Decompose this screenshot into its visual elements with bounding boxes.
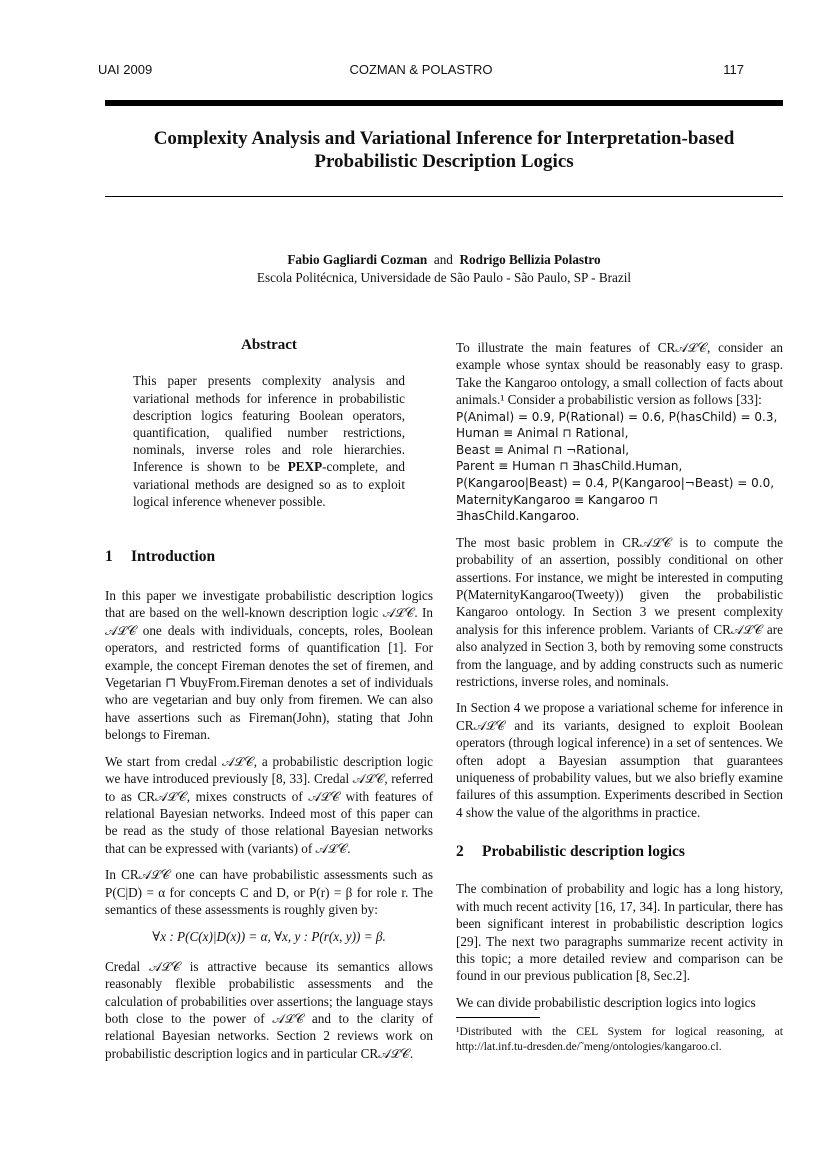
author-name: Fabio Gagliardi Cozman	[287, 252, 428, 267]
equation: ∀x : P(C(x)|D(x)) = α, ∀x, y : P(r(x, y)) = β.	[152, 929, 386, 945]
abstract-text: This paper presents complexity analysis and variational methods for inference in probabilistic description logics featuring Boolean operators, quantification, qualified number restrictions, nominals, inverse roles and role hierarchies. Inference is shown to be PEXP-complete, and variational methods are designed so as to exploit logical inference whenever possible.	[133, 373, 405, 509]
paragraph: We can divide probabilistic description logics into logics	[456, 994, 756, 1010]
paragraph: In this paper we investigate probabilistic description logics that are based on the well-known description logic 𝒜ℒ𝒞. In 𝒜ℒ𝒞 one deals with individuals, concepts, roles, Boolean operators, and restricted forms of quantification [1]. For example, the concept Fireman denotes the set of firemen, and Vegetarian ⊓ ∀buyFrom.Fireman denotes a set of individuals who are vegetarian and buy only from firemen. We can also have assertions such as Fireman(John), stating that John belongs to Fireman.	[105, 588, 433, 743]
paragraph: In CR𝒜ℒ𝒞 one can have probabilistic assessments such as P(C|D) = α for concepts C and D, or P(r) = β for role r. The semantics of these assessments is roughly given by:	[105, 867, 433, 917]
header-page-number: 117	[723, 62, 744, 77]
header-venue: UAI 2009	[98, 62, 153, 77]
title-bottom-rule	[105, 196, 783, 197]
paragraph: Credal 𝒜ℒ𝒞 is attractive because its semantics allows reasonably flexible probabilistic assessments and the calculation of probabilities over assertions; the language stays both close to the power of 𝒜ℒ𝒞 and to the clarity of relational Bayesian networks. Section 2 reviews work on probabilistic description logics and in particular CR𝒜ℒ𝒞.	[105, 958, 433, 1061]
section-heading: 2 Probabilistic description logics	[456, 843, 685, 861]
kb-line: Beast ≡ Animal ⊓ ¬Rational,	[456, 442, 630, 457]
kb-line: P(Kangaroo|Beast) = 0.4, P(Kangaroo|¬Beast) = 0.0,	[456, 476, 775, 490]
author-conjunction: and	[433, 252, 453, 267]
paragraph: The combination of probability and logic has a long history, with much recent activity [16, 17, 34]. In particular, there has been significant interest in probabilistic description logics [29]. The next two paragraphs summarize recent activity in this topic; a more detailed review and comparison can be found in our previous publication [8, Sec.2].	[456, 881, 783, 984]
footnote: ¹Distributed with the CEL System for logical reasoning, at http://lat.inf.tu-dresden.de/˜meng/ontologies/kangaroo.cl.	[456, 1025, 783, 1054]
paragraph: In Section 4 we propose a variational scheme for inference in CR𝒜ℒ𝒞 and its variants, designed to exploit Boolean operators (through logical inference) in a set of sentences. We often adopt a Bayesian assumption that guarantees uniqueness of probability values, but we also briefly examine failures of this assumption. Experiments described in Section 4 show the value of the algorithms in practice.	[456, 700, 783, 820]
knowledge-base	[456, 409, 783, 525]
section-heading: 1 Introduction	[105, 548, 216, 566]
paragraph: The most basic problem in CR𝒜ℒ𝒞 is to compute the probability of an assertion, possibly conditional on other assertions. For instance, we might be interested in computing P(MaternityKangaroo(Tweety)) given the probabilistic Kangaroo ontology. In Section 3 we present complexity analysis for this inference problem. Variants of CR𝒜ℒ𝒞 are also analyzed in Section 3, both by removing some constructs from the language, and by adding constructs such as numeric restrictions, inverse roles, and nominals.	[456, 534, 783, 690]
right-column	[456, 339, 783, 1054]
paragraph: To illustrate the main features of CR𝒜ℒ𝒞, consider an example whose syntax should be reasonably easy to grasp. Take the Kangaroo ontology, a small collection of facts about animals.¹ Consider a probabilistic version as follows [33]:	[456, 340, 783, 408]
kb-line: Parent ≡ Human ⊓ ∃hasChild.Human,	[456, 459, 683, 474]
affiliation: Escola Politécnica, Universidade de São Paulo - São Paulo, SP - Brazil	[256, 270, 632, 285]
paragraph: We start from credal 𝒜ℒ𝒞, a probabilistic description logic we have introduced previously [8, 33]. Credal 𝒜ℒ𝒞, referred to as CR𝒜ℒ𝒞, mixes constructs of 𝒜ℒ𝒞 with features of relational Bayesian networks. Indeed most of this paper can be read as the study of those relational Bayesian networks that can be expressed with (variants) of 𝒜ℒ𝒞.	[105, 753, 433, 856]
running-header	[98, 62, 744, 82]
complexity-class: PEXP	[287, 459, 323, 475]
abstract-heading: Abstract	[241, 337, 297, 353]
kb-line: Human ≡ Animal ⊓ Rational,	[456, 426, 629, 441]
author-block	[105, 251, 783, 287]
author-name: Rodrigo Bellizia Polastro	[459, 252, 601, 267]
header-authors: COZMAN & POLASTRO	[349, 62, 493, 77]
title-top-rule	[105, 100, 783, 106]
kb-line: MaternityKangaroo ≡ Kangaroo ⊓ ∃hasChild.Kangaroo.	[456, 492, 659, 524]
footnote-rule	[456, 1017, 540, 1018]
paper-title: Complexity Analysis and Variational Inference for Interpretation-based Probabilistic Description Logics	[153, 128, 735, 172]
kb-line: P(Animal) = 0.9, P(Rational) = 0.6, P(hasChild) = 0.3,	[456, 409, 778, 424]
left-column	[105, 337, 433, 1071]
